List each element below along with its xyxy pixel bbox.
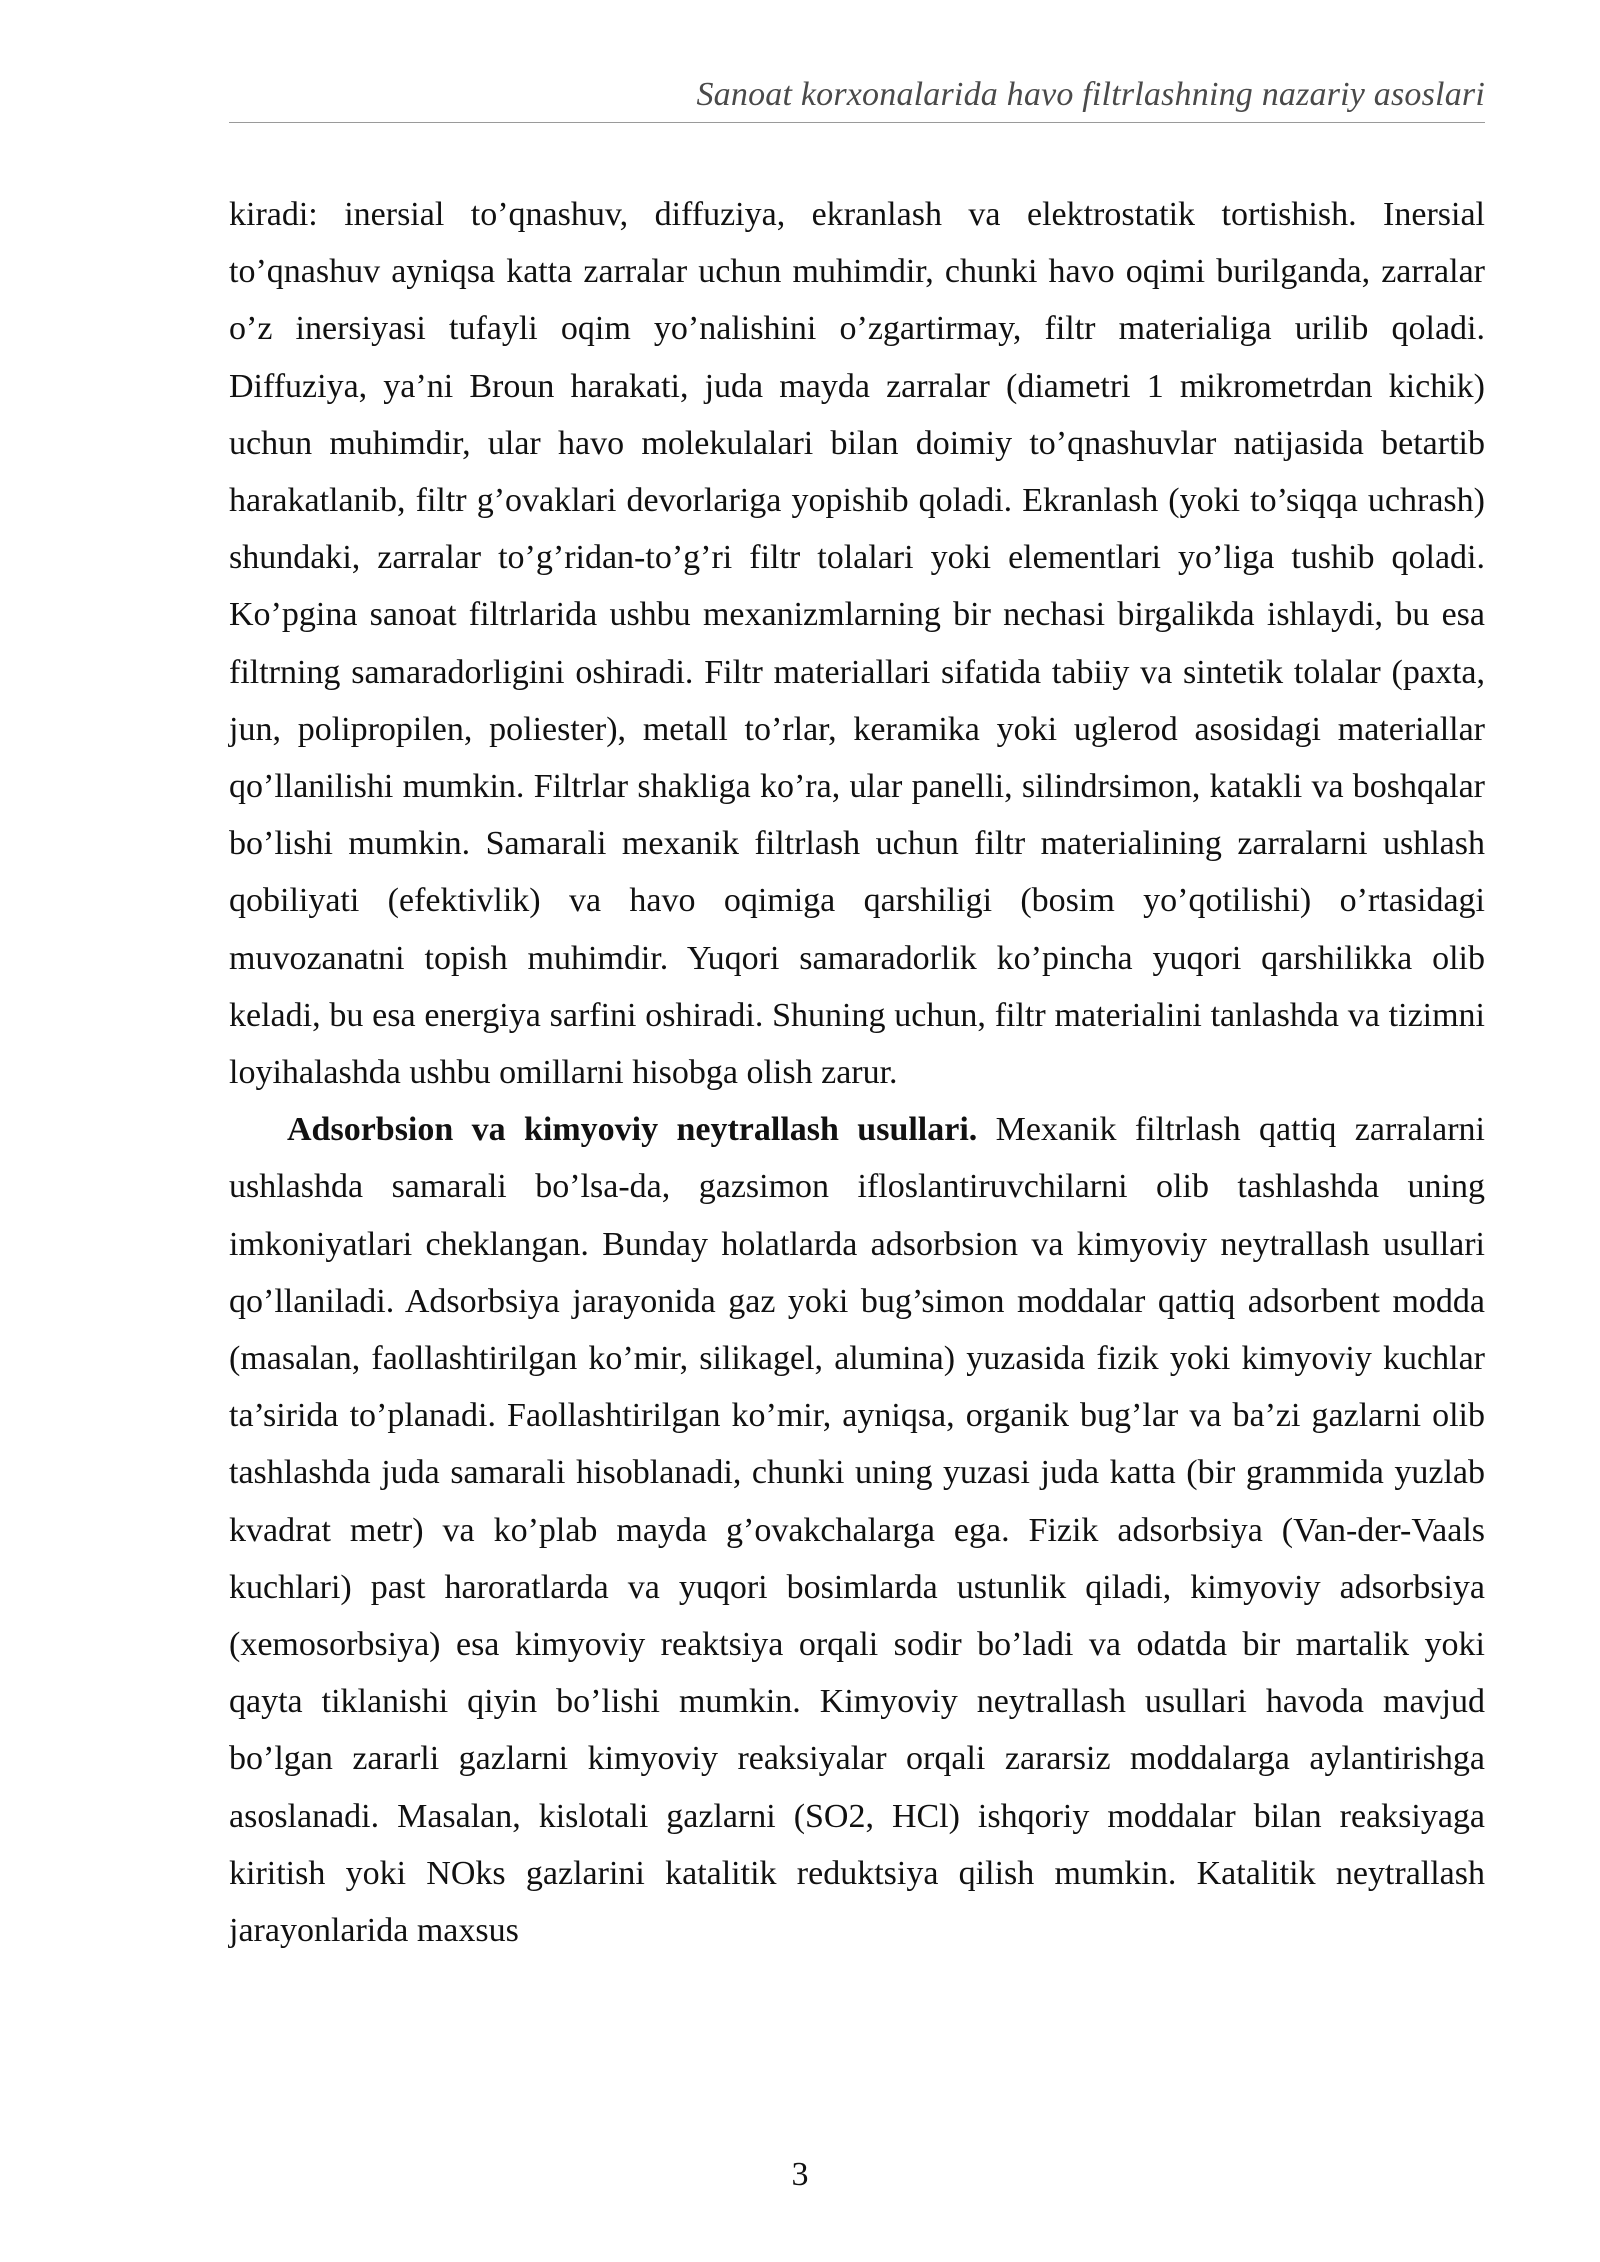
body-paragraph: Mexanik filtrlash qattiq zarralarni ushlashda samarali bo’lsa-da, gazsimon ifloslantiruvchilarni olib tashlashda uning imkoniyatlari cheklangan. Bunday holatlarda adsorbsion va kimyoviy neytrallash usullari qo’llaniladi. Adsorbsiya jarayonida gaz yoki bug’simon moddalar qattiq adsorbent modda (masalan, faollashtirilgan ko’mir, silikagel, alumina) yuzasida fizik yoki kimyoviy kuchlar ta’sirida to’planadi. Faollashtirilgan ko’mir, ayniqsa, organik bug’lar va ba’zi gazlarni olib tashlashda juda samarali hisoblanadi, chunki uning yuzasi juda katta (bir grammida yuzlab kvadrat metr) va ko’plab mayda g’ovakchalarga ega. Fizik adsorbsiya (Van-der-Vaals kuchlari) past haroratlarda va yuqori bosimlarda ustunlik qiladi, kimyoviy adsorbsiya (xemosorbsiya) esa kimyoviy reaktsiya orqali sodir bo’ladi va odatda bir martalik yoki qayta tiklanishi qiyin bo’lishi mumkin. Kimyoviy neytrallash usullari havoda mavjud bo’lgan zararli gazlarni kimyoviy reaksiyalar orqali zararsiz moddalarga aylantirishga asoslanadi. Masalan, kislotali gazlarni (SO2, HCl) ishqoriy moddalar bilan reaksiyaga kiritish yoki NOks gazlarini katalitik reduktsiya qilish mumkin. Katalitik neytrallash jarayonlarida maxsus (229, 1111, 1485, 1950)
running-header-title: Sanoat korxonalarida havo filtrlashning nazariy asoslari (696, 76, 1485, 113)
running-header (229, 66, 1485, 123)
body-paragraph: kiradi: inersial to’qnashuv, diffuziya, ekranlash va elektrostatik tortishish. Inersial to’qnashuv ayniqsa katta zarralar uchun muhimdir, chunki havo oqimi burilganda, zarralar o’z inersiyasi tufayli oqim yo’nalishini o’zgartirmay, filtr materialiga urilib qoladi. Diffuziya, ya’ni Broun harakati, juda mayda zarralar (diametri 1 mikrometrdan kichik) uchun muhimdir, ular havo molekulalari bilan doimiy to’qnashuvlar natijasida betartib harakatlanib, filtr g’ovaklari devorlariga yopishib qoladi. Ekranlash (yoki to’siqqa uchrash) shundaki, zarralar to’g’ridan-to’g’ri filtr tolalari yoki elementlari yo’liga tushib qoladi. Ko’pgina sanoat filtrlarida ushbu mexanizmlarning bir nechasi birgalikda ishlaydi, bu esa filtrning samaradorligini oshiradi. Filtr materiallari sifatida tabiiy va sintetik tolalar (paxta, jun, polipropilen, poliester), metall to’rlar, keramika yoki uglerod asosidagi materiallar qo’llanilishi mumkin. Filtrlar shakliga ko’ra, ular panelli, silindrsimon, katakli va boshqalar bo’lishi mumkin. Samarali mexanik filtrlash uchun filtr materialining zarralarni ushlash qobiliyati (efektivlik) va havo oqimiga qarshiligi (bosim yo’qotilishi) o’rtasidagi muvozanatni topish muhimdir. Yuqori samaradorlik ko’pincha yuqori qarshilikka olib keladi, bu esa energiya sarfini oshiradi. Shuning uchun, filtr materialini tanlashda va tizimni loyihalashda ushbu omillarni hisobga olish zarur. (229, 196, 1485, 1092)
page-number: 3 (791, 2156, 809, 2193)
section-paragraph (229, 1101, 1485, 1959)
section-heading: Adsorbsion va kimyoviy neytrallash usullari. (287, 1111, 978, 1149)
page-body (229, 186, 1485, 1959)
